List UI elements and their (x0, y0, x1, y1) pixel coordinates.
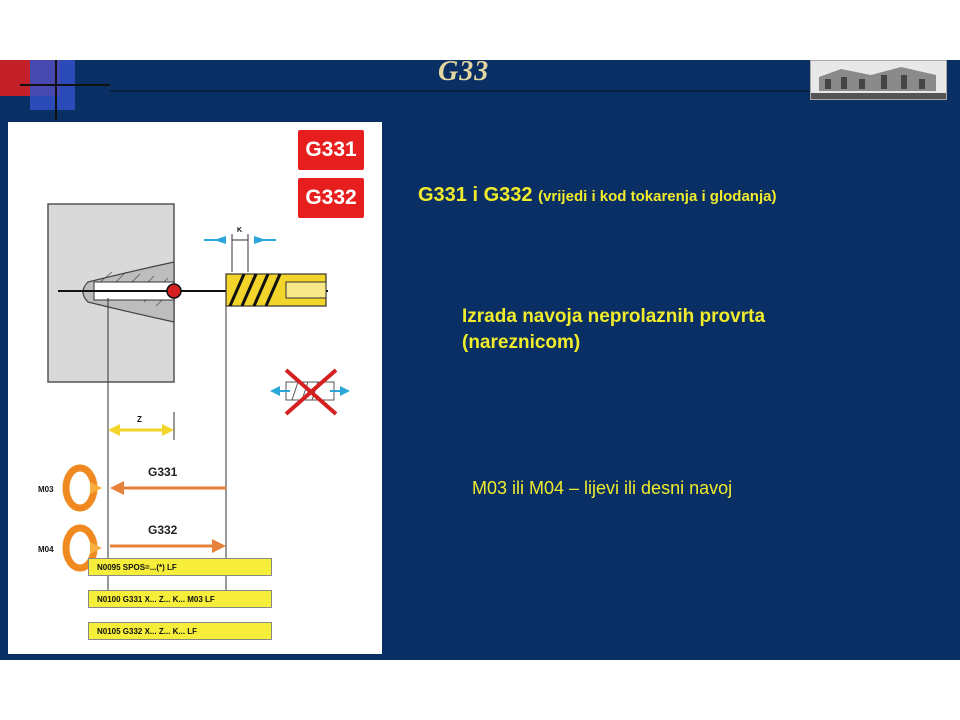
g331-arrow-label: G331 (148, 465, 178, 479)
code-line-2: N0100 G331 X... Z... K... M03 LF (88, 590, 272, 608)
rotation-cw-icon (66, 468, 102, 508)
m03-label: M03 (38, 485, 54, 494)
code-line-1: N0095 SPOS=...(*) LF (88, 558, 272, 576)
decoration-squares (0, 60, 110, 120)
heading (418, 184, 776, 207)
k-label: K (237, 227, 243, 234)
tapping-diagram-panel (8, 122, 382, 654)
heading-sub: (vrijedi i kod tokarenja i glodanja) (538, 188, 777, 205)
rotation-note: M03 ili M04 – lijevi ili desni navoj (472, 478, 733, 498)
institution-logo (810, 60, 947, 100)
slide (0, 60, 960, 660)
title-underline (110, 90, 810, 92)
slide-title: G33 (438, 60, 490, 87)
g332-label: G332 (298, 178, 364, 218)
description-line-1: Izrada navoja neprolaznih provrta (462, 306, 766, 327)
heading-main: G331 i G332 (418, 184, 533, 206)
m04-label: M04 (38, 545, 54, 554)
g331-label: G331 (298, 130, 364, 170)
start-point (167, 284, 181, 298)
description-line-2: (nareznicom) (462, 332, 581, 353)
description (462, 304, 902, 356)
z-label: Z (137, 415, 142, 424)
code-line-3: N0105 G332 X... Z... K... LF (88, 622, 272, 640)
g332-arrow-label: G332 (148, 523, 178, 537)
